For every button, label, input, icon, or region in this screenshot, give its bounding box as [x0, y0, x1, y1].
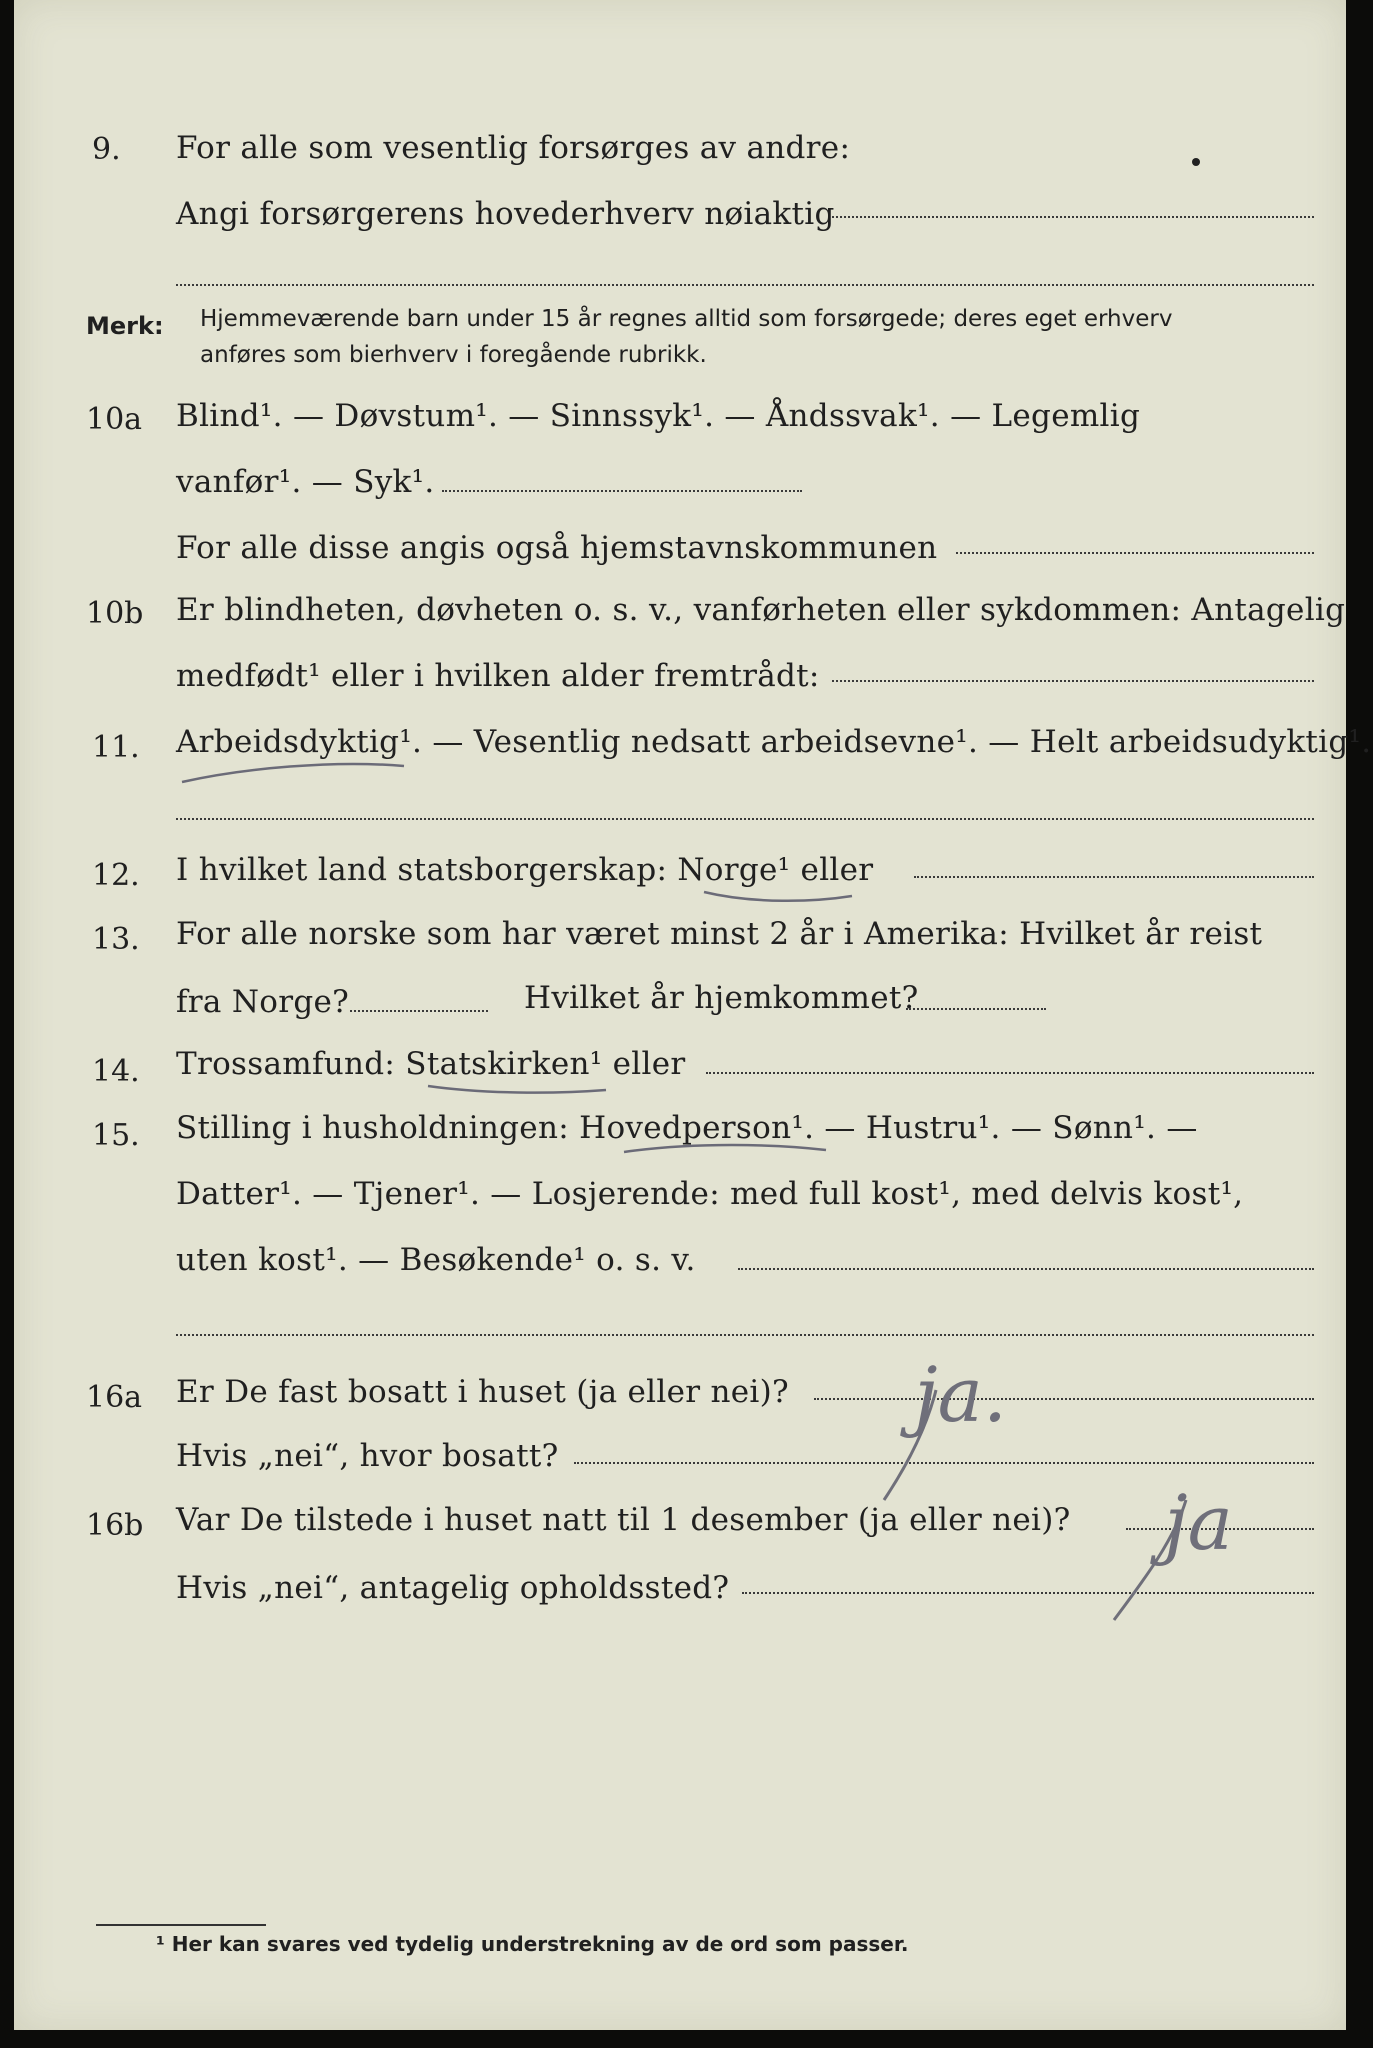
stroke-16a-descender [884, 1390, 936, 1500]
q15-line3: uten kost¹. — Besøkende¹ o. s. v. [176, 1242, 696, 1278]
q10a-line3: For alle disse angis også hjemstavnskommunen [176, 530, 938, 566]
q14-line1: Trossamfund: Statskirken¹ eller [176, 1046, 686, 1082]
q10b-line2: medfødt¹ eller i hvilken alder fremtrådt: [176, 658, 820, 694]
q15-line1: Stilling i husholdningen: Hovedperson¹. — Hustru¹. — Sønn¹. — [176, 1110, 1198, 1146]
q13-line1: For alle norske som har været minst 2 år i Amerika: Hvilket år reist [176, 916, 1263, 952]
footnote: ¹ Her kan svares ved tydelig understrekning av de ord som passer. [156, 1932, 909, 1956]
underline-norge [704, 892, 852, 901]
q12-line1: I hvilket land statsborgerskap: Norge¹ eller [176, 852, 874, 888]
q16a-line2: Hvis „nei“, hvor bosatt? [176, 1438, 559, 1474]
census-form-page [14, 0, 1372, 2030]
q12-number: 12. [92, 858, 140, 893]
footnote-rule [96, 1924, 266, 1926]
q16a-line1: Er De fast bosatt i huset (ja eller nei)? [176, 1374, 789, 1410]
q13-line2a: fra Norge? [176, 984, 350, 1020]
q11-number: 11. [92, 730, 140, 765]
q14-number: 14. [92, 1054, 140, 1089]
q9-number: 9. [92, 132, 121, 167]
q16b-handwritten-answer: ja [1164, 1478, 1233, 1567]
merk-line2: anføres som bierhverv i foregående rubrikk. [200, 342, 707, 368]
underline-hovedperson [624, 1145, 826, 1152]
q16b-number: 16b [86, 1508, 144, 1543]
handwritten-marks [14, 0, 1346, 2030]
q10b-line1: Er blindheten, døvheten o. s. v., vanførheten eller sykdommen: Antagelig [176, 592, 1346, 628]
q16b-line1: Var De tilstede i huset natt til 1 desember (ja eller nei)? [176, 1502, 1071, 1538]
q10a-line1: Blind¹. — Døvstum¹. — Sinnssyk¹. — Åndssvak¹. — Legemlig [176, 398, 1141, 434]
q15-number: 15. [92, 1118, 140, 1153]
q11-line1: Arbeidsdyktig¹. — Vesentlig nedsatt arbeidsevne¹. — Helt arbeidsudyktig¹. [176, 724, 1372, 760]
q13-line2b: Hvilket år hjemkommet? [524, 980, 919, 1016]
q10a-number: 10a [86, 402, 143, 437]
underline-statskirken [428, 1086, 606, 1093]
stroke-16b-descender [1114, 1500, 1186, 1620]
underline-arbeidsdyktig [182, 764, 404, 782]
merk-label: Merk: [86, 312, 164, 340]
q15-line2: Datter¹. — Tjener¹. — Losjerende: med full kost¹, med delvis kost¹, [176, 1176, 1244, 1212]
q9-line2: Angi forsørgerens hovederhverv nøiaktig [176, 196, 835, 232]
q16b-line2: Hvis „nei“, antagelig opholdssted? [176, 1570, 730, 1606]
q9-line1: For alle som vesentlig forsørges av andre: [176, 130, 851, 166]
merk-line1: Hjemmeværende barn under 15 år regnes alltid som forsørgede; deres eget erhverv [200, 306, 1173, 332]
q16a-handwritten-answer: ja. [914, 1350, 1008, 1439]
q10a-line2: vanfør¹. — Syk¹. [176, 464, 435, 500]
q10b-number: 10b [86, 596, 144, 631]
ink-dot [1192, 158, 1200, 166]
q16a-number: 16a [86, 1380, 143, 1415]
q13-number: 13. [92, 922, 140, 957]
